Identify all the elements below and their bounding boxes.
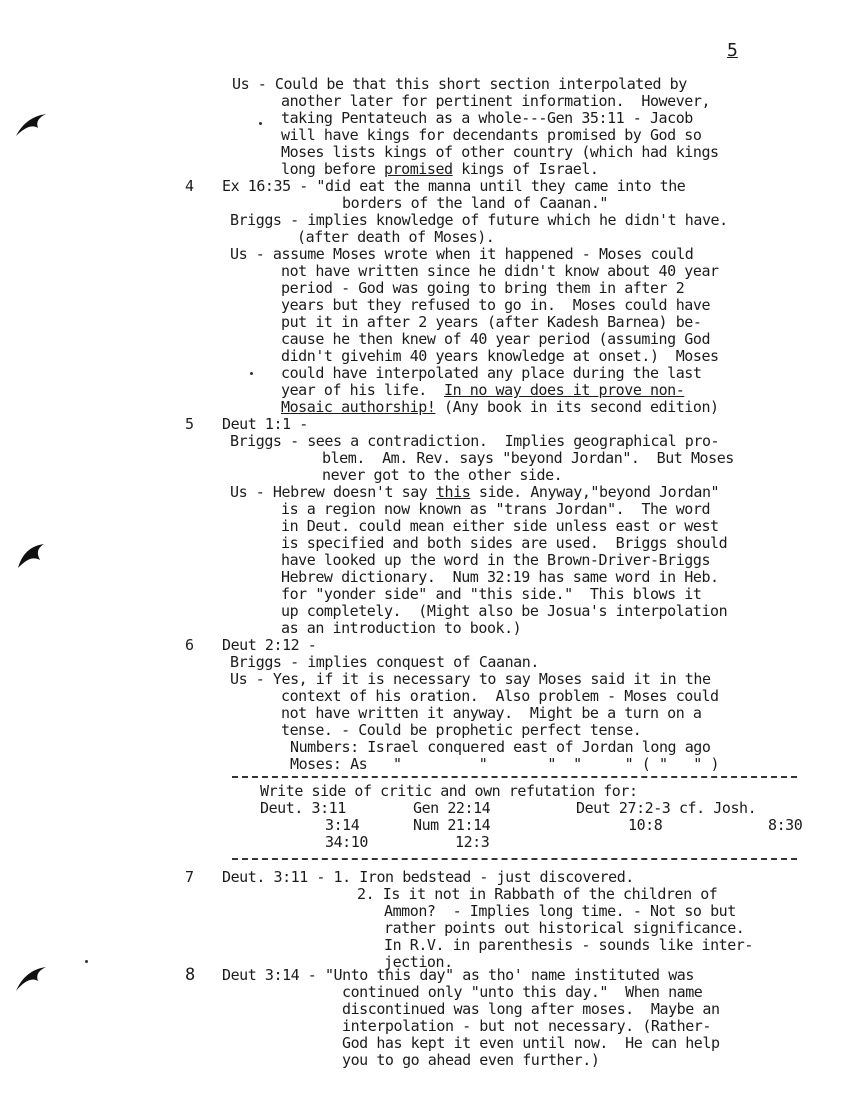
text-line: Briggs - implies knowledge of future which he didn't have. <box>230 211 728 229</box>
text-line: Us - Could be that this short section interpolated by <box>232 75 687 93</box>
text-line: is a region now known as "trans Jordan". The word <box>281 500 711 518</box>
text-line: Briggs - sees a contradiction. Implies geographical pro- <box>230 432 720 450</box>
text-line: Deut 1:1 - <box>222 415 308 433</box>
underlined-text: In no way does it prove non- <box>444 381 685 399</box>
text-line: Deut 3:14 - "Unto this day" as tho' name instituted was <box>222 966 694 984</box>
text-line: 2. Is it not in Rabbath of the children of <box>357 885 718 903</box>
text-line: is specified and both sides are used. Briggs should <box>281 534 728 552</box>
stray-dot <box>259 122 262 125</box>
text-line: Us - assume Moses wrote when it happened - Moses could <box>230 245 694 263</box>
text-line: Moses lists kings of other country (which had kings <box>281 143 719 161</box>
item-number: 7 <box>185 868 194 886</box>
stray-dot <box>250 372 253 375</box>
margin-bird-mark-3 <box>14 963 48 993</box>
text-line: Write side of critic and own refutation for: <box>260 782 638 800</box>
underlined-text: promised <box>383 160 453 178</box>
text-run: Us - Hebrew doesn't say <box>230 483 436 501</box>
text-run: (Any book in its second edition) <box>435 398 719 416</box>
stray-dot <box>85 960 88 963</box>
text-line: (after death of Moses). <box>297 228 495 246</box>
text-line: as an introduction to book.) <box>281 619 522 637</box>
text-line <box>281 382 684 399</box>
text-run: kings of Israel. <box>452 160 599 178</box>
text-run: year of his life. <box>281 381 445 399</box>
reference: 3:14 <box>325 816 360 834</box>
text-line: In R.V. in parenthesis - sounds like inter- <box>384 936 753 954</box>
reference: 8:30 <box>768 816 803 834</box>
text-line: rather points out historical significance. <box>384 919 745 937</box>
underlined-text: this <box>435 483 471 501</box>
text-line: Briggs - implies conquest of Caanan. <box>230 653 539 671</box>
reference: Num 21:14 <box>413 816 491 834</box>
text-line: didn't givehim 40 years knowledge at onset.) Moses <box>281 347 719 365</box>
text-line: have looked up the word in the Brown-Driver-Briggs <box>281 551 711 569</box>
text-line: taking Pentateuch as a whole---Gen 35:11 - Jacob <box>281 109 693 127</box>
item-number: 4 <box>185 177 194 195</box>
text-line: jection. <box>384 953 453 971</box>
margin-bird-mark-2 <box>14 540 48 570</box>
text-line: continued only "unto this day." When name <box>342 983 703 1001</box>
text-line: Moses: As " " " " " ( " " ) <box>290 755 720 773</box>
text-line: in Deut. could mean either side unless east or west <box>281 517 719 535</box>
item-number: 6 <box>185 636 194 654</box>
text-line: Hebrew dictionary. Num 32:19 has same word in Heb. <box>281 568 719 586</box>
text-line: not have written it anyway. Might be a turn on a <box>281 704 702 722</box>
text-line: borders of the land of Caanan." <box>342 194 609 212</box>
text-line: another later for pertinent information. However, <box>281 92 711 110</box>
text-line: put it in after 2 years (after Kadesh Barnea) be- <box>281 313 702 331</box>
text-line: context of his oration. Also problem - Moses could <box>281 687 719 705</box>
text-line: not have written since he didn't know about 40 year <box>281 262 719 280</box>
dashed-divider <box>232 858 797 860</box>
text-run: long before <box>281 160 384 178</box>
text-line: Ammon? - Implies long time. - Not so but <box>384 902 736 920</box>
reference: Deut. 3:11 <box>260 799 346 817</box>
text-line: up completely. (Might also be Josua's interpolation <box>281 602 728 620</box>
text-line: you to go ahead even further.) <box>342 1051 600 1069</box>
text-line: period - God was going to bring them in after 2 <box>281 279 685 297</box>
text-line: tense. - Could be prophetic perfect tense. <box>281 721 642 739</box>
text-line: Ex 16:35 - "did eat the manna until they came into the <box>222 177 686 195</box>
dashed-divider <box>232 776 797 778</box>
text-run: side. Anyway,"beyond Jordan" <box>470 483 720 501</box>
text-line: will have kings for decendants promised by God so <box>281 126 702 144</box>
reference: 34:10 <box>325 833 368 851</box>
text-line: Numbers: Israel conquered east of Jordan long ago <box>290 738 711 756</box>
underlined-text: Mosaic authorship! <box>281 398 436 416</box>
text-line: years but they refused to go in. Moses could have <box>281 296 711 314</box>
reference: Gen 22:14 <box>413 799 491 817</box>
text-line: for "yonder side" and "this side." This blows it <box>281 585 702 603</box>
text-line: could have interpolated any place during the last <box>281 364 702 382</box>
text-line: cause he then knew of 40 year period (assuming God <box>281 330 711 348</box>
reference: Deut 27:2-3 cf. Josh. <box>576 799 757 817</box>
text-line <box>230 484 719 501</box>
text-line <box>281 161 599 178</box>
text-line: interpolation - but not necessary. (Rather- <box>342 1017 711 1035</box>
text-line <box>281 399 719 416</box>
margin-bird-mark-1 <box>14 110 48 140</box>
page-number: 5 <box>727 40 738 61</box>
reference: 12:3 <box>455 833 490 851</box>
reference: 10:8 <box>628 816 663 834</box>
text-line: never got to the other side. <box>322 466 563 484</box>
text-line: blem. Am. Rev. says "beyond Jordan". But Moses <box>322 449 734 467</box>
text-line: Deut. 3:11 - 1. Iron bedstead - just discovered. <box>222 868 634 886</box>
item-number: 8 <box>185 965 195 985</box>
text-line: Us - Yes, if it is necessary to say Moses said it in the <box>230 670 711 688</box>
text-line: discontinued was long after moses. Maybe an <box>342 1000 720 1018</box>
item-number: 5 <box>185 415 194 433</box>
text-line: God has kept it even until now. He can help <box>342 1034 720 1052</box>
text-line: Deut 2:12 - <box>222 636 317 654</box>
